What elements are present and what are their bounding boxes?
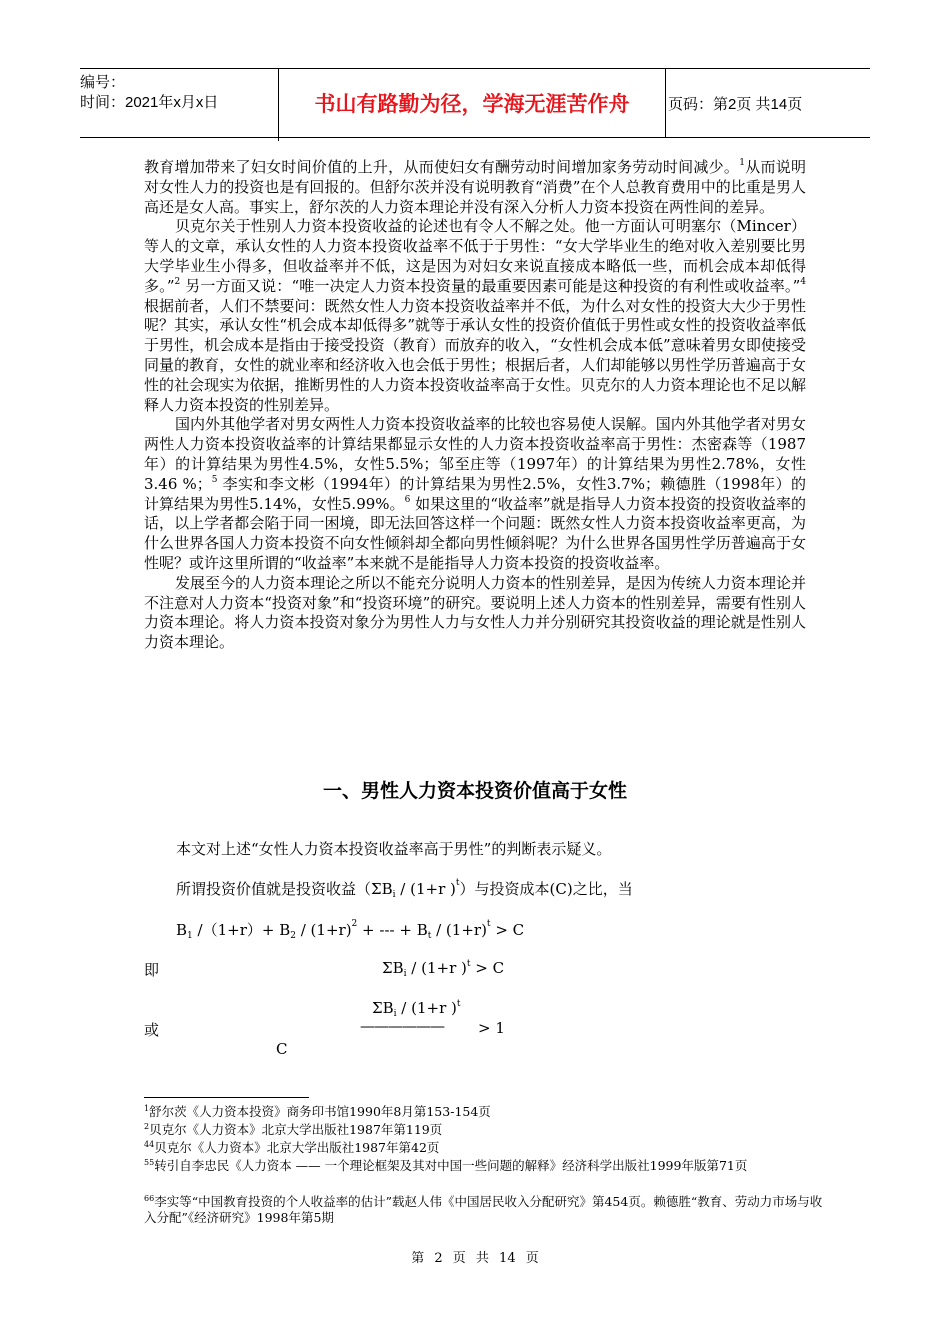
paragraph-text: 教育增加带来了妇女时间价值的上升，从而使妇女有酬劳动时间增加家务劳动时间减少。 bbox=[144, 158, 740, 176]
text-run: ）与投资成本(C)之比，当 bbox=[459, 880, 633, 898]
footnote-text: 贝克尔《人力资本》北京大学出版社1987年第42页 bbox=[154, 1140, 440, 1155]
paragraph-1 bbox=[144, 158, 806, 217]
footnote-ref[interactable]: 2 bbox=[174, 276, 181, 287]
footnote-mark: 2 bbox=[144, 1122, 150, 1131]
footnote-mark: 1 bbox=[144, 1104, 150, 1113]
formula-2 bbox=[382, 959, 504, 977]
paragraph-text: 另一方面又说：“唯一决定人力资本投资量的最重要因素可能是这种投资的有利性或收益率。” bbox=[180, 276, 801, 295]
paragraph-2 bbox=[144, 217, 806, 415]
footnote-item bbox=[144, 1194, 824, 1226]
superscript: t bbox=[466, 959, 471, 969]
footnote-ref[interactable]: 1 bbox=[739, 158, 745, 168]
paragraph-text: 根据前者，人们不禁要问：既然女性人力资本投资收益率并不低，为什么对女性的投资大大少于男性呢？其实，承认女性“机会成本却低得多”就等于承认女性的投资价值低于男性或女性的投资收益率低于男性，机会成本是指由于接受投资（教育）而放弃的收入，“女性机会成本低”意味着男女即使接受同量的教育，女性的就业率和经济收入也会低于男性；根据后者，人们却能够以男性学历普遍高于女性的社会现实为依据，推断男性的人力资本投资收益率高于女性。贝克尔的人力资本理论也不足以解释人力资本投资的性别差异。 bbox=[144, 296, 806, 414]
text-run: /（1+r）+ B bbox=[192, 921, 291, 939]
footnote-item bbox=[144, 1104, 824, 1120]
body-text bbox=[144, 158, 806, 653]
fraction-denominator: C bbox=[276, 1040, 288, 1058]
footnote-separator bbox=[144, 1097, 309, 1098]
footnote-text: 舒尔茨《人力资本投资》商务印书馆1990年8月第153-154页 bbox=[149, 1104, 491, 1119]
text-run: ΣB bbox=[372, 999, 394, 1017]
subscript: 2 bbox=[290, 931, 296, 941]
subscript: t bbox=[427, 931, 432, 941]
footnote-item bbox=[144, 1158, 824, 1174]
document-number-label: 编号： bbox=[80, 74, 126, 91]
text-run: > C bbox=[470, 959, 505, 977]
footnote-item bbox=[144, 1140, 824, 1156]
text-run: / (1+r ) bbox=[406, 959, 467, 977]
page-footer: 第 2 页 共 14 页 bbox=[411, 1251, 539, 1266]
text-run: > C bbox=[490, 921, 525, 939]
section-title: 一、男性人力资本投资价值高于女性 bbox=[322, 780, 627, 802]
text-run: / (1+r) bbox=[295, 921, 352, 939]
footnote-ref[interactable]: 4 bbox=[800, 276, 807, 287]
footnote-ref[interactable]: 5 bbox=[211, 474, 218, 485]
huo-label: 或 bbox=[144, 1021, 160, 1039]
header-meta bbox=[80, 69, 279, 141]
text-run: + --- + B bbox=[357, 921, 428, 939]
paragraph-text: 国内外其他学者对男女两性人力资本投资收益率的比较也容易使人误解。国内外其他学者对男女两性人力资本投资收益率的计算结果都显示女性的人力资本投资收益率高于男性：杰密森等（1987年）的计算结果为男性4.5%，女性5.5%；邹至庄等（1997年）的计算结果为男性2.78%，女性3.46 %； bbox=[144, 415, 806, 493]
footnote-text: 转引自李忠民《人力资本 —— 一个理论框架及其对中国一些问题的解释》经济科学出版社1999年版第71页 bbox=[154, 1158, 748, 1173]
page-info-text: 页码：第2页 共14页 bbox=[668, 95, 803, 113]
text-run: / (1+r) bbox=[431, 921, 487, 939]
footnote-item bbox=[144, 1122, 824, 1138]
subscript: 1 bbox=[187, 931, 193, 941]
footnote-mark: 44 bbox=[144, 1140, 155, 1149]
text-run: / (1+r ) bbox=[396, 999, 457, 1017]
footnote-mark: 66 bbox=[144, 1194, 155, 1203]
header-motto: 书山有路勤为径，学海无涯苦作舟 bbox=[279, 69, 666, 137]
paragraph-3 bbox=[144, 415, 806, 573]
paragraph-text: 从而说明对女性人力的投资也是有回报的。但舒尔茨并没有说明教育“消费”在个人总教育费用中的比重是男人高还是女人高。事实上，舒尔茨的人力资本理论并没有深入分析人力资本投资在两性间的差异。 bbox=[144, 158, 806, 216]
text-run: 所谓投资价值就是投资收益（ΣB bbox=[176, 880, 393, 898]
superscript: t bbox=[456, 999, 461, 1009]
superscript: t bbox=[455, 878, 460, 888]
footnote-ref[interactable]: 6 bbox=[404, 494, 411, 505]
text-run: B bbox=[176, 921, 188, 939]
fraction-comparison: > 1 bbox=[478, 1019, 505, 1037]
subscript: i bbox=[392, 890, 396, 900]
footnote-text: 贝克尔《人力资本》北京大学出版社1987年第119页 bbox=[149, 1122, 443, 1137]
paragraph-text: 贝克尔关于性别人力资本投资收益的论述也有令人不解之处。他一方面认可明塞尔（Mincer）等人的文章，承认女性的人力资本投资收益率不低于于男性：“女大学毕业生的绝对收入差别要比男大学毕业生小得多，但收益率并不低，这是因为对妇女来说直接成本略低一些，而机会成本却低得多。” bbox=[144, 217, 806, 295]
footnote-mark: 55 bbox=[144, 1158, 155, 1167]
superscript: 2 bbox=[351, 919, 358, 929]
fraction-numerator bbox=[372, 999, 461, 1017]
superscript: t bbox=[486, 919, 491, 929]
subscript: i bbox=[393, 1009, 397, 1019]
page-header bbox=[80, 68, 870, 138]
paragraph-text: 李实和李文彬（1994年）的计算结果为男性2.5%，女性3.7%；赖德胜（1998年）的计算结果为男性5.14%，女性5.99%。 bbox=[144, 474, 806, 513]
subscript: i bbox=[403, 969, 407, 979]
paragraph-text: 如果这里的“收益率”就是指导人力资本投资的投资收益率的话，以上学者都会陷于同一困境，即无法回答这样一个问题：既然女性人力资本投资收益率更高，为什么世界各国人力资本投资不向女性倾斜却全都向男性倾斜呢？为什么世界各国男性学历普遍高于女性呢？或许这里所谓的“收益率”本来就不是能指导人力资本投资的投资收益率。 bbox=[144, 494, 806, 572]
formula-1 bbox=[176, 919, 524, 940]
footnote-text: 李实等“中国教育投资的个人收益率的估计”载赵人伟《中国居民收入分配研究》第454页。赖德胜“教育、劳动力市场与收入分配”《经济研究》1998年第5期 bbox=[144, 1194, 823, 1225]
paragraph-4: 发展至今的人力资本理论之所以不能充分说明人力资本的性别差异，是因为传统人力资本理论并不注意对人力资本“投资对象”和“投资环境”的研究。要说明上述人力资本的性别差异，需要有性别人力资本理论。将人力资本投资对象分为男性人力与女性人力并分别研究其投资收益的理论就是性别人力资本理论。 bbox=[144, 573, 806, 652]
ji-label: 即 bbox=[144, 961, 160, 979]
text-run: ΣB bbox=[382, 959, 404, 977]
fraction-bar: —————— bbox=[360, 1017, 444, 1035]
section-sentence: 本文对上述“女性人力资本投资收益率高于男性”的判断表示疑义。 bbox=[176, 840, 612, 858]
text-run: / (1+r ) bbox=[395, 880, 456, 898]
definition-sentence bbox=[176, 878, 633, 899]
header-page-info bbox=[666, 69, 870, 137]
document-date-label: 时间：2021年x月x日 bbox=[80, 94, 219, 111]
